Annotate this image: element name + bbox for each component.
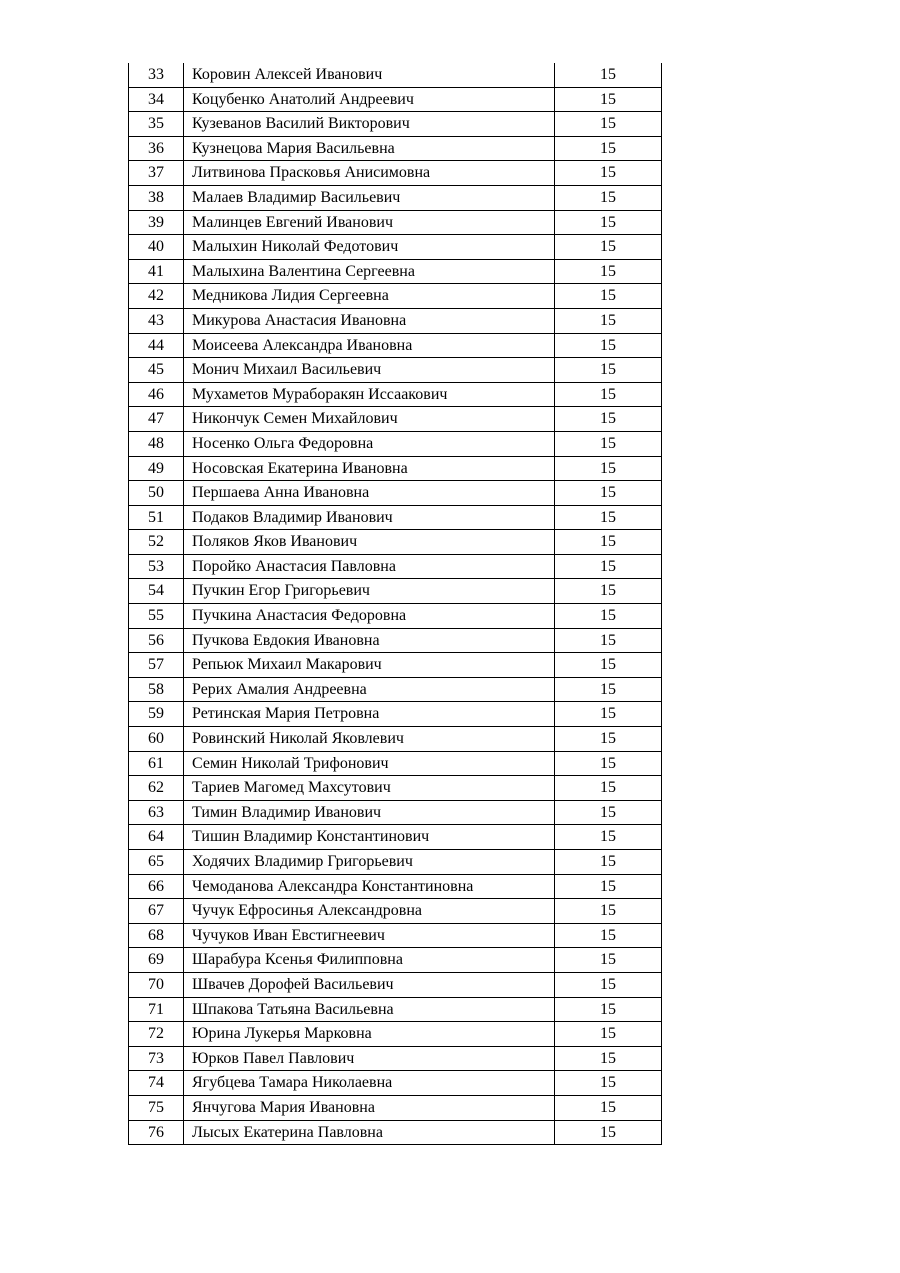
table-row [129,112,662,137]
table-row [129,751,662,776]
person-name-cell: Чучуков Иван Евстигнеевич [184,923,555,948]
score-cell: 15 [555,185,662,210]
row-number-cell: 45 [129,358,184,383]
score-cell: 15 [555,1120,662,1145]
score-cell: 15 [555,948,662,973]
row-number-cell: 33 [129,63,184,87]
score-cell: 15 [555,972,662,997]
row-number-cell: 53 [129,554,184,579]
table-row [129,1120,662,1145]
score-cell: 15 [555,87,662,112]
row-number-cell: 44 [129,333,184,358]
table-row [129,407,662,432]
person-name-cell: Малинцев Евгений Иванович [184,210,555,235]
table-row [129,161,662,186]
score-cell: 15 [555,554,662,579]
row-number-cell: 34 [129,87,184,112]
person-name-cell: Никончук Семен Михайлович [184,407,555,432]
score-cell: 15 [555,112,662,137]
person-name-cell: Ровинский Николай Яковлевич [184,727,555,752]
score-cell: 15 [555,874,662,899]
row-number-cell: 75 [129,1095,184,1120]
row-number-cell: 51 [129,505,184,530]
score-cell: 15 [555,235,662,260]
person-name-cell: Малыхин Николай Федотович [184,235,555,260]
table-row [129,481,662,506]
table-row [129,628,662,653]
row-number-cell: 61 [129,751,184,776]
table-row [129,899,662,924]
table-row [129,997,662,1022]
score-cell: 15 [555,604,662,629]
table-row [129,333,662,358]
row-number-cell: 43 [129,308,184,333]
table-row [129,653,662,678]
table-row [129,948,662,973]
row-number-cell: 52 [129,530,184,555]
row-number-cell: 72 [129,1022,184,1047]
table-row [129,210,662,235]
row-number-cell: 35 [129,112,184,137]
score-cell: 15 [555,751,662,776]
row-number-cell: 50 [129,481,184,506]
table-row [129,358,662,383]
row-number-cell: 36 [129,136,184,161]
table-row [129,456,662,481]
score-cell: 15 [555,259,662,284]
score-cell: 15 [555,579,662,604]
person-name-cell: Ходячих Владимир Григорьевич [184,850,555,875]
person-name-cell: Носовская Екатерина Ивановна [184,456,555,481]
person-name-cell: Коцубенко Анатолий Андреевич [184,87,555,112]
score-cell: 15 [555,653,662,678]
person-name-cell: Швачев Дорофей Васильевич [184,972,555,997]
table-row [129,923,662,948]
person-name-cell: Литвинова Прасковья Анисимовна [184,161,555,186]
person-name-cell: Юрков Павел Павлович [184,1046,555,1071]
row-number-cell: 54 [129,579,184,604]
person-name-cell: Шпакова Татьяна Васильевна [184,997,555,1022]
row-number-cell: 57 [129,653,184,678]
table-row [129,431,662,456]
score-cell: 15 [555,923,662,948]
score-cell: 15 [555,530,662,555]
table-row [129,1071,662,1096]
person-name-cell: Кузнецова Мария Васильевна [184,136,555,161]
score-cell: 15 [555,825,662,850]
person-name-cell: Кузеванов Василий Викторович [184,112,555,137]
person-name-cell: Поляков Яков Иванович [184,530,555,555]
table-row [129,136,662,161]
score-cell: 15 [555,382,662,407]
person-name-cell: Ретинская Мария Петровна [184,702,555,727]
person-name-cell: Першаева Анна Ивановна [184,481,555,506]
person-name-cell: Малыхина Валентина Сергеевна [184,259,555,284]
roster-table-body [129,63,662,1145]
person-name-cell: Поройко Анастасия Павловна [184,554,555,579]
table-row [129,1095,662,1120]
score-cell: 15 [555,1022,662,1047]
score-cell: 15 [555,1046,662,1071]
row-number-cell: 73 [129,1046,184,1071]
row-number-cell: 62 [129,776,184,801]
table-row [129,284,662,309]
row-number-cell: 40 [129,235,184,260]
score-cell: 15 [555,997,662,1022]
table-row [129,235,662,260]
row-number-cell: 39 [129,210,184,235]
table-row [129,579,662,604]
person-name-cell: Подаков Владимир Иванович [184,505,555,530]
person-name-cell: Лысых Екатерина Павловна [184,1120,555,1145]
table-row [129,604,662,629]
roster-table [128,63,662,1145]
row-number-cell: 65 [129,850,184,875]
row-number-cell: 41 [129,259,184,284]
table-row [129,87,662,112]
table-row [129,259,662,284]
row-number-cell: 49 [129,456,184,481]
person-name-cell: Рерих Амалия Андреевна [184,677,555,702]
table-row [129,63,662,87]
score-cell: 15 [555,628,662,653]
table-row [129,308,662,333]
score-cell: 15 [555,456,662,481]
table-row [129,972,662,997]
row-number-cell: 63 [129,800,184,825]
row-number-cell: 66 [129,874,184,899]
score-cell: 15 [555,333,662,358]
person-name-cell: Пучкина Анастасия Федоровна [184,604,555,629]
score-cell: 15 [555,850,662,875]
score-cell: 15 [555,800,662,825]
score-cell: 15 [555,161,662,186]
person-name-cell: Янчугова Мария Ивановна [184,1095,555,1120]
row-number-cell: 56 [129,628,184,653]
row-number-cell: 71 [129,997,184,1022]
score-cell: 15 [555,63,662,87]
table-row [129,874,662,899]
table-row [129,850,662,875]
score-cell: 15 [555,702,662,727]
score-cell: 15 [555,776,662,801]
person-name-cell: Медникова Лидия Сергеевна [184,284,555,309]
row-number-cell: 68 [129,923,184,948]
score-cell: 15 [555,407,662,432]
table-row [129,1022,662,1047]
person-name-cell: Носенко Ольга Федоровна [184,431,555,456]
table-row [129,1046,662,1071]
table-row [129,776,662,801]
table-row [129,727,662,752]
table-row [129,530,662,555]
score-cell: 15 [555,136,662,161]
score-cell: 15 [555,1095,662,1120]
person-name-cell: Тишин Владимир Константинович [184,825,555,850]
person-name-cell: Мухаметов Мураборакян Иссаакович [184,382,555,407]
row-number-cell: 69 [129,948,184,973]
score-cell: 15 [555,727,662,752]
table-row [129,825,662,850]
row-number-cell: 47 [129,407,184,432]
score-cell: 15 [555,210,662,235]
person-name-cell: Пучкова Евдокия Ивановна [184,628,555,653]
score-cell: 15 [555,481,662,506]
person-name-cell: Шарабура Ксенья Филипповна [184,948,555,973]
person-name-cell: Микурова Анастасия Ивановна [184,308,555,333]
table-row [129,677,662,702]
row-number-cell: 59 [129,702,184,727]
person-name-cell: Монич Михаил Васильевич [184,358,555,383]
score-cell: 15 [555,431,662,456]
score-cell: 15 [555,358,662,383]
row-number-cell: 46 [129,382,184,407]
score-cell: 15 [555,1071,662,1096]
table-row [129,554,662,579]
row-number-cell: 76 [129,1120,184,1145]
person-name-cell: Репьюк Михаил Макарович [184,653,555,678]
table-row [129,505,662,530]
row-number-cell: 48 [129,431,184,456]
row-number-cell: 37 [129,161,184,186]
row-number-cell: 64 [129,825,184,850]
row-number-cell: 55 [129,604,184,629]
row-number-cell: 38 [129,185,184,210]
table-row [129,185,662,210]
score-cell: 15 [555,677,662,702]
person-name-cell: Семин Николай Трифонович [184,751,555,776]
person-name-cell: Тариев Магомед Махсутович [184,776,555,801]
person-name-cell: Юрина Лукерья Марковна [184,1022,555,1047]
score-cell: 15 [555,308,662,333]
table-row [129,382,662,407]
person-name-cell: Малаев Владимир Васильевич [184,185,555,210]
score-cell: 15 [555,284,662,309]
row-number-cell: 60 [129,727,184,752]
person-name-cell: Чучук Ефросинья Александровна [184,899,555,924]
row-number-cell: 74 [129,1071,184,1096]
table-row [129,800,662,825]
row-number-cell: 42 [129,284,184,309]
score-cell: 15 [555,505,662,530]
row-number-cell: 58 [129,677,184,702]
person-name-cell: Тимин Владимир Иванович [184,800,555,825]
person-name-cell: Ягубцева Тамара Николаевна [184,1071,555,1096]
score-cell: 15 [555,899,662,924]
person-name-cell: Пучкин Егор Григорьевич [184,579,555,604]
person-name-cell: Чемоданова Александра Константиновна [184,874,555,899]
table-row [129,702,662,727]
document-page [128,63,662,1145]
person-name-cell: Коровин Алексей Иванович [184,63,555,87]
row-number-cell: 70 [129,972,184,997]
person-name-cell: Моисеева Александра Ивановна [184,333,555,358]
row-number-cell: 67 [129,899,184,924]
